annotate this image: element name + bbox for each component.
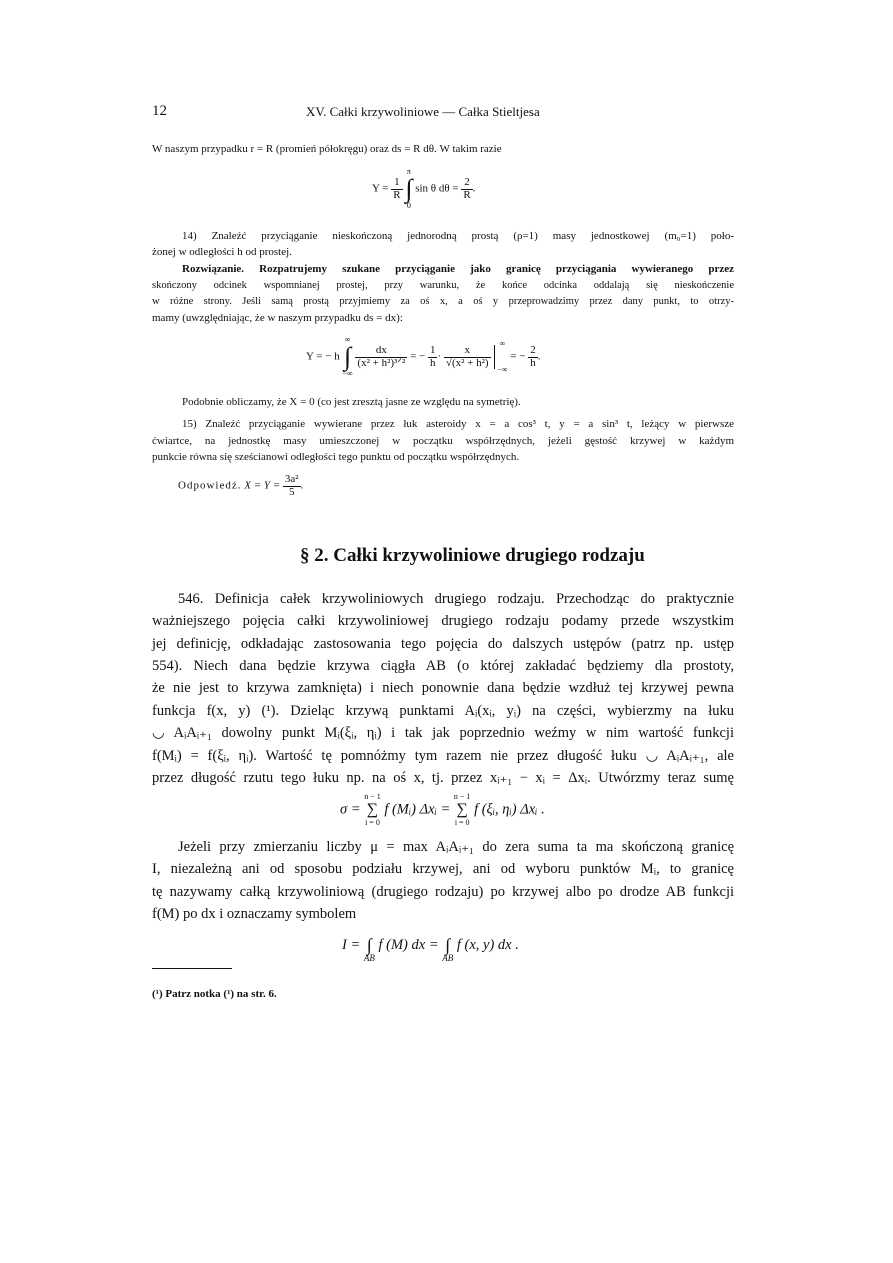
- integral-sign: ∫: [445, 935, 451, 955]
- p546-line-9: przez długość rzutu tego łuku np. na oś x, tj. przez xᵢ₊₁ − xᵢ = Δxᵢ. Utwórzmy teraz sumę: [152, 770, 734, 786]
- section-title: § 2. Całki krzywoliniowe drugiego rodzaju: [300, 545, 645, 566]
- eq4-term2: f (x, y) dx .: [456, 936, 519, 953]
- eq2-den1: h: [429, 356, 436, 369]
- p546-line-4: 554). Niech dana będzie krzywa ciągła AB (o której zakładać będziemy dla prostoty,: [152, 658, 734, 674]
- ex14-line-4: skończony odcinek wspomnianej prostej, przy warunku, że końce odcinka oddalają się nieskończenie: [152, 280, 734, 291]
- ex14-line-6: mamy (uwzględniając, że w naszym przypadku ds = dx):: [152, 312, 403, 324]
- answer-den: 5: [289, 485, 295, 498]
- page-number: 12: [152, 103, 167, 119]
- ex14-line-3: Rozwiązanie. Rozpatrujemy szukane przyciąganie jako granicę przyciągania wywieranego przez: [182, 263, 734, 275]
- eq4-lhs: I =: [342, 936, 361, 953]
- eq2-num3: x: [444, 345, 491, 358]
- eq1-den2: R: [463, 188, 471, 201]
- eq2-num: dx: [355, 345, 407, 358]
- p-after-line-4: f(M) po dx i oznaczamy symbolem: [152, 906, 357, 922]
- eq3-lower-2: i = 0: [454, 818, 470, 827]
- eq2-num2: 2: [530, 343, 536, 356]
- eq1-lower: 0: [406, 201, 411, 210]
- equation-1: Y = $\frac{1}{R}$ π ∫ 0 sin θ dθ = $\frac{2}{R}$ .: [372, 167, 476, 210]
- eq2-lhs: Y = − h: [306, 350, 340, 363]
- eq2-den2: h: [530, 356, 536, 369]
- eq1-den: R: [393, 188, 401, 201]
- eq3-upper: n − 1: [364, 792, 381, 801]
- sum-sign: ∑: [456, 801, 468, 818]
- p546-line-6: funkcja f(x, y) (¹). Dzieląc krzywą punktami Aᵢ(xᵢ, yᵢ) na części, wybierzmy na łuku: [152, 703, 734, 719]
- eq2-mid: = −: [410, 350, 426, 363]
- ex15-line-2: ćwiartce, na jednostkę masy umieszczonej w początku współrzędnych, jeżeli gęstość krzywej w każdym: [152, 435, 734, 447]
- answer-lhs: X = Y =: [244, 479, 281, 492]
- footnote: (¹) Patrz notka (¹) na str. 6.: [152, 988, 277, 1000]
- eq1-num: 1: [391, 177, 402, 190]
- ex14-line-1: 14) Znaleźć przyciąganie nieskończoną jednorodną prostą (ρ=1) masy jednostkowej (m₀=1) poło-: [182, 230, 734, 242]
- ex14-line-5: w różne strony. Jeśli samą prostą przyjmiemy za oś x, a oś y przeprowadzimy przez dany punkt, to otrzy-: [152, 296, 734, 307]
- answer-num: 3a²: [284, 473, 299, 485]
- eq2-num1: 1: [429, 343, 436, 356]
- eq3-upper-2: n − 1: [453, 792, 471, 801]
- integral-sign: ∫: [344, 342, 352, 371]
- eq2-lower: −∞: [342, 369, 353, 378]
- p546-line-8: f(Mᵢ) = f(ξᵢ, ηᵢ). Wartość tę pomnóżmy tym razem nie przez długość łuku ◡ AᵢAᵢ₊₁, ale: [152, 748, 734, 764]
- ex14-line-2: żonej w odległości h od prostej.: [152, 246, 292, 258]
- equation-4: [342, 928, 519, 963]
- ex15-answer: Odpowiedź. X = Y = $\frac{\text{3a²}}{5}$ .: [178, 473, 304, 498]
- equation-2: Y = − h ∞ ∫ −∞ $\frac{dx}{\text{(x² + h²)³ᐟ²}}$ = − $\frac{1}{h}$ · $\frac{x}{\text{√(x² + h²)}}$ ∞ −∞ = − $\frac{2}{h}$ .: [306, 335, 541, 378]
- p-after-line-3: tę nazywamy całką krzywoliniową (drugiego rodzaju) po krzywej albo po drodze AB funkcji: [152, 884, 734, 900]
- running-title: XV. Całki krzywoliniowe — Całka Stieltjesa: [306, 104, 540, 119]
- sum-sign: ∑: [366, 801, 379, 818]
- eq3-term2: f (ξᵢ, ηᵢ) Δxᵢ .: [474, 801, 545, 818]
- eq1-lhs: Y =: [372, 182, 389, 195]
- integral-sign: ∫: [366, 935, 372, 955]
- eq2-eval-upper: ∞: [499, 339, 506, 348]
- equation-3: [340, 793, 545, 827]
- ex15-line-3: punkcie równa się sześcianowi odległości tego punktu od początku współrzędnych.: [152, 451, 520, 463]
- eq2-eval-lower: −∞: [497, 365, 508, 374]
- eq2-den3: √(x² + h²): [445, 356, 489, 369]
- ex15-line-1: 15) Znaleźć przyciąganie wywierane przez łuk asteroidy x = a cos³ t, y = a sin³ t, leżący w pierwsze: [182, 418, 734, 430]
- p-after-line-2: I, niezależną ani od sposobu podziału krzywej, ani od wyboru punktów Mᵢ, to granicę: [152, 861, 734, 877]
- eq4-sub-2: AB: [442, 953, 454, 963]
- eq1-num2: 2: [461, 177, 472, 190]
- integral-sign: ∫: [405, 174, 413, 203]
- eq2-upper: ∞: [344, 335, 351, 344]
- eq3-lower: i = 0: [365, 818, 380, 827]
- p546-line-3: jej definicję, odkładając zastosowania tego pojęcia do dalszych ustępów (patrz np. ustęp: [152, 636, 734, 652]
- eq4-sub: AB: [363, 953, 375, 963]
- eq4-term1: f (M) dx =: [378, 936, 439, 953]
- eq2-rhs: = −: [510, 350, 526, 363]
- eq3-lhs: σ =: [340, 801, 361, 818]
- intro-line: W naszym przypadku r = R (promień półokręgu) oraz ds = R dθ. W takim razie: [152, 143, 502, 155]
- eq1-upper: π: [406, 167, 411, 176]
- p-after-line-1: Jeżeli przy zmierzaniu liczby μ = max AᵢAᵢ₊₁ do zera suma ta ma skończoną granicę: [178, 839, 734, 855]
- p546-line-1: 546. Definicja całek krzywoliniowych drugiego rodzaju. Przechodząc do praktycznie: [178, 591, 734, 607]
- p546-line-7: ◡ AᵢAᵢ₊₁ dowolny punkt Mᵢ(ξᵢ, ηᵢ) i tak jak poprzednio weźmy w nim wartość funkcji: [152, 725, 734, 741]
- eq2-den: (x² + h²)³ᐟ²: [357, 356, 406, 369]
- p546-line-5: że nie jest to krzywa zamknięta) i niech ponownie dana będzie wzdłuż tej krzywej pewna: [152, 680, 734, 696]
- eq1-integrand: sin θ dθ =: [415, 182, 459, 195]
- after-ex14: Podobnie obliczamy, że X = 0 (co jest zresztą jasne ze względu na symetrię).: [182, 396, 521, 408]
- answer-label: Odpowiedź.: [178, 479, 242, 492]
- eq3-term1: f (Mᵢ) Δxᵢ =: [384, 801, 451, 818]
- p546-line-2: ważniejszego pojęcia całki krzywoliniowej drugiego rodzaju podamy przede wszystkim: [152, 613, 734, 629]
- footnote-rule: [152, 968, 232, 969]
